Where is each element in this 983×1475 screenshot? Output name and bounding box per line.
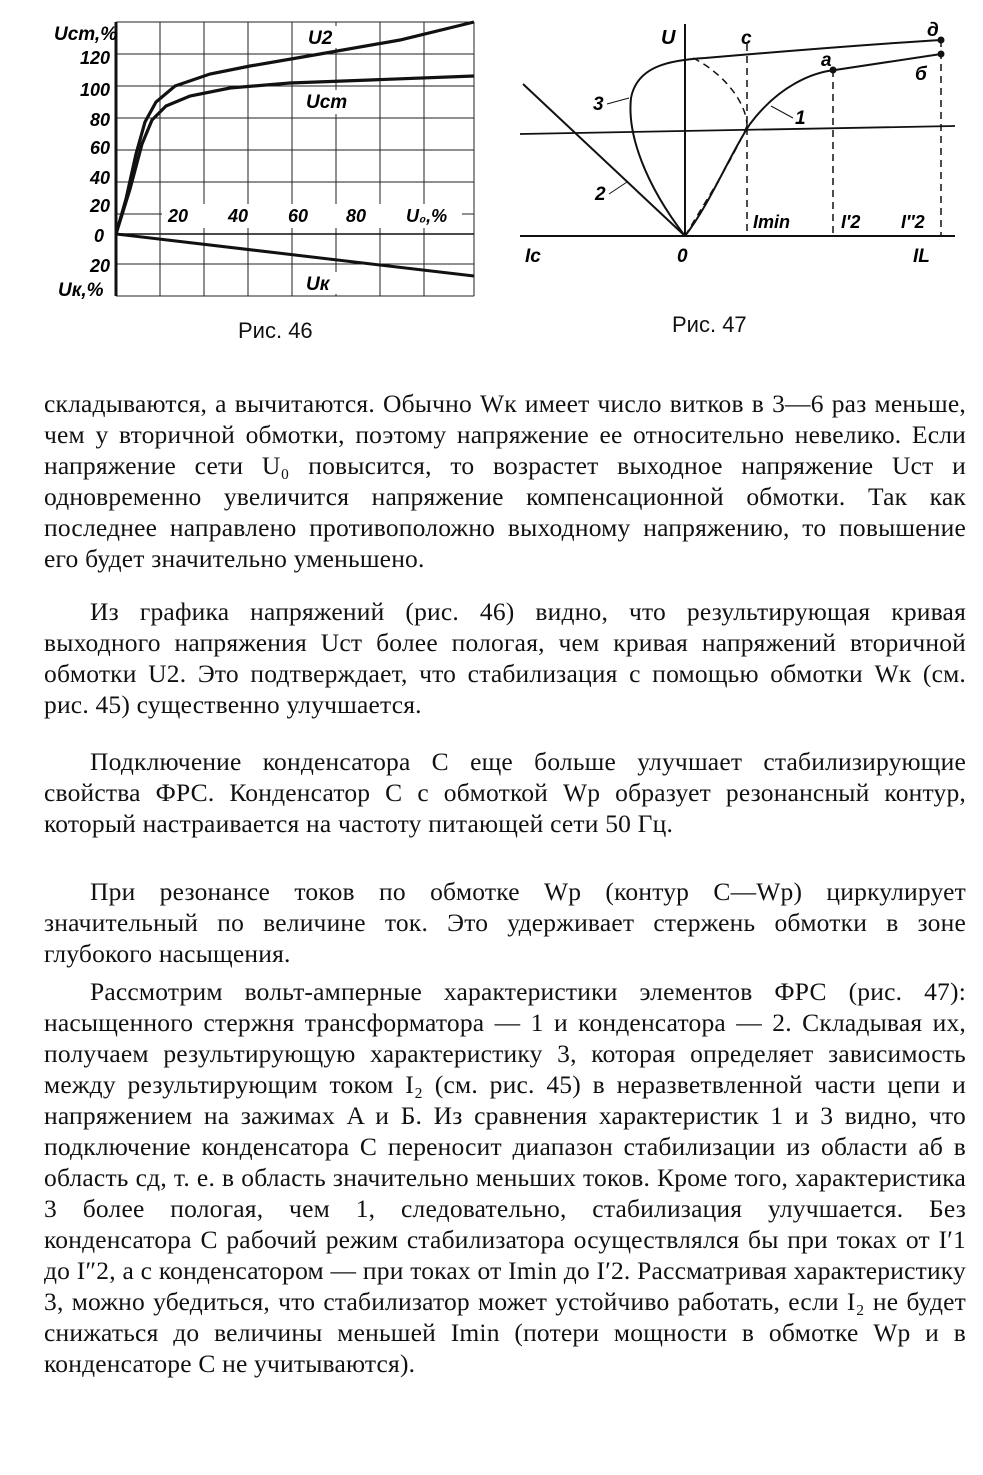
x-axis-left-label: Ic (525, 246, 541, 267)
figure-47-caption: Рис. 47 (672, 312, 747, 337)
x-mark-i2pp: I″2 (901, 212, 925, 232)
y-tick: 60 (90, 138, 111, 158)
figure-47-graph (515, 14, 965, 294)
curve-label-2: 2 (595, 184, 606, 205)
point-label-c: с (741, 28, 752, 49)
figure-46-graph (50, 14, 490, 304)
y-axis-top-label: Uст,% (54, 24, 118, 45)
curve-3 (630, 40, 941, 236)
y-tick: 20 (90, 196, 111, 216)
curve-uk (116, 234, 474, 276)
x-tick: 20 (168, 206, 189, 226)
paragraph-text: Подключение конденсатора C еще больше улучшает стабилизирующие свойства ФРС. Конденсатор C с обмоткой Wр образует резонансный контур, который настраивается на частоту питающей сети 50 Гц. (44, 747, 966, 838)
paragraph-5 (44, 976, 966, 1379)
point-label-d: д (927, 20, 939, 41)
x-mark-i2p: I′2 (841, 212, 861, 232)
figure-46 (50, 14, 490, 304)
x-tick: 60 (288, 206, 309, 226)
y-tick: 120 (80, 48, 111, 68)
x-mark-imin: Imin (753, 212, 791, 232)
y-tick: 80 (90, 110, 111, 130)
y-axis-bottom-label: Uк,% (58, 280, 104, 301)
x-tick: 80 (346, 206, 367, 226)
point-label-b: б (915, 64, 927, 85)
figure-46-caption: Рис. 46 (238, 318, 313, 343)
y-tick: 40 (90, 168, 111, 188)
curve-label-u2: U2 (308, 28, 333, 49)
paragraph-4 (44, 876, 966, 969)
curve-label-1: 1 (795, 108, 806, 129)
curve-label-uk: Uк (306, 274, 330, 295)
paragraph-text: складываются, а вычитаются. Обычно Wк имеет число витков в 3—6 раз меньше, чем у вторичной обмотки, поэтому напряжение ее относительно невелико. Если напряжение сети U₀ повысится, то возрастет выходное напряжение Uст и одновременно увеличится напряжение компенсационной обмотки. Так как последнее направлено противоположно выходному напряжению, то повышение его будет значительно уменьшено. (44, 389, 966, 573)
y-tick: 20 (90, 256, 111, 276)
y-tick: 0 (94, 226, 105, 246)
x-axis-label: U₀,% (406, 206, 448, 226)
paragraph-2 (44, 596, 966, 720)
y-axis-label: U (661, 27, 676, 49)
paragraph-1 (44, 388, 966, 574)
paragraph-text: При резонансе токов по обмотке Wр (контур C—Wр) циркулирует значительный по величине ток. Это удерживает стержень обмотки в зоне глубокого насыщения. (44, 877, 966, 968)
y-tick: 100 (80, 80, 111, 100)
curve-label-ust: Uст (306, 92, 348, 113)
paragraph-3 (44, 746, 966, 839)
x-axis-right-label: IL (913, 246, 930, 267)
figure-47 (515, 14, 965, 294)
point-label-a: а (821, 50, 832, 71)
curve-label-3: 3 (593, 94, 604, 115)
paragraph-text: Рассмотрим вольт-амперные характеристики элементов ФРС (рис. 47): насыщенного стержня трансформатора — 1 и конденсатора — 2. Складывая их, получаем результирующую характеристику 3, которая определяет зависимость между результирующим током I₂ (см. рис. 45) в неразветвленной части цепи и напряжением на зажимах A и Б. Из сравнения характеристик 1 и 3 видно, что подключение конденсатора C переносит диапазон стабилизации из области аб в область сд, т. е. в область значительно меньших токов. Кроме того, характеристика 3 более пологая, чем 1, следовательно, стабилизация улучшается. Без конденсатора C рабочий режим стабилизатора осуществлялся бы при токах от I′1 до I″2, а с конденсатором — при токах от Imin до I′2. Рассматривая характеристику 3, можно убедиться, что стабилизатор может устойчиво работать, если I₂ не будет снижаться до величины меньшей Imin (потери мощности в обмотке Wр и в конденсаторе C не учитываются). (44, 977, 966, 1378)
paragraph-text: Из графика напряжений (рис. 46) видно, что результирующая кривая выходного напряжения Uст более пологая, чем кривая напряжений вторичной обмотки U2. Это подтверждает, что стабилизация с помощью обмотки Wк (см. рис. 45) существенно улучшается. (44, 597, 966, 719)
x-tick: 40 (228, 206, 249, 226)
curve-2 (523, 84, 685, 236)
x-origin-label: 0 (677, 246, 688, 267)
